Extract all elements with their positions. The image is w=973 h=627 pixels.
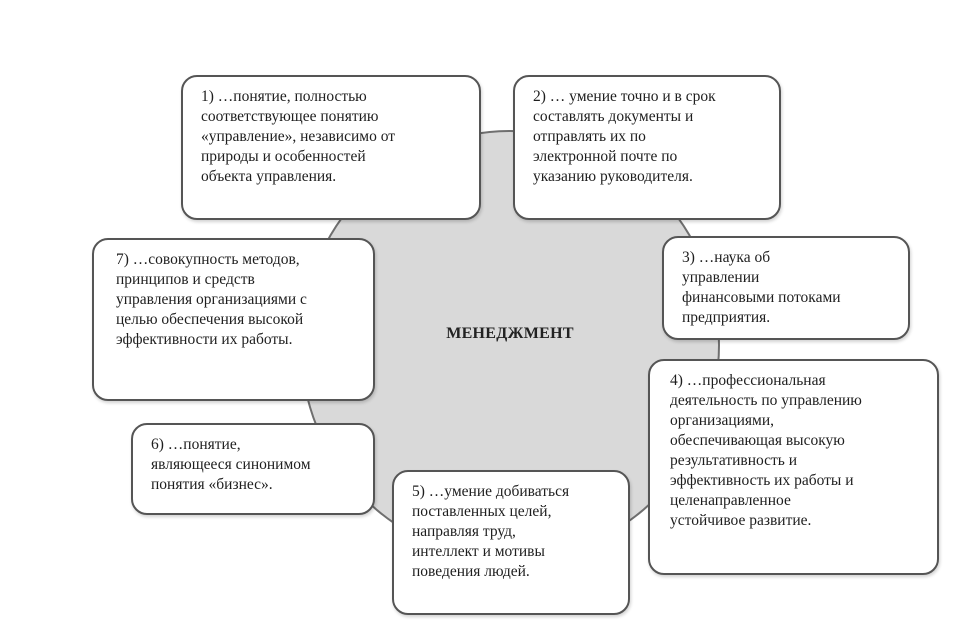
box-line: интеллект и мотивы <box>412 543 545 560</box>
box-line: управления организациями с <box>116 291 307 308</box>
definition-box-2 <box>513 75 781 220</box>
box-line: электронной почте по <box>533 148 678 165</box>
box-line: поставленных целей, <box>412 503 552 520</box>
box-line: 6) …понятие, <box>151 436 241 453</box>
box-line: целенаправленное <box>670 492 791 509</box>
box-line: указанию руководителя. <box>533 168 693 185</box>
box-line: эффективности их работы. <box>116 331 293 348</box>
box-line: результативность и <box>670 452 798 469</box>
box-line: соответствующее понятию <box>201 108 379 125</box>
definition-box-1 <box>181 75 481 220</box>
box-line: «управление», независимо от <box>201 128 396 145</box>
center-label: МЕНЕДЖМЕНТ <box>446 325 574 342</box>
box-line: обеспечивающая высокую <box>670 432 845 449</box>
box-line: 7) …совокупность методов, <box>116 251 300 268</box>
box-line: объекта управления. <box>201 168 337 185</box>
box-line: направляя труд, <box>412 523 516 540</box>
box-line: 1) …понятие, полностью <box>201 88 367 105</box>
box-line: 5) …умение добиваться <box>412 483 570 500</box>
definition-box-6 <box>131 423 375 515</box>
definition-box-4 <box>648 359 939 575</box>
definition-box-7 <box>92 238 375 401</box>
box-line: природы и особенностей <box>201 148 366 165</box>
box-line: являющееся синонимом <box>151 456 311 473</box>
box-line: принципов и средств <box>116 271 255 288</box>
box-line: организациями, <box>670 412 775 429</box>
box-line: поведения людей. <box>412 563 530 580</box>
definition-box-5 <box>392 470 630 615</box>
box-line: 3) …наука об <box>682 249 771 266</box>
definition-box-3 <box>662 236 910 340</box>
box-line: финансовыми потоками <box>682 289 841 306</box>
box-line: понятия «бизнес». <box>151 476 273 493</box>
box-line: составлять документы и <box>533 108 694 125</box>
box-line: устойчивое развитие. <box>670 512 812 529</box>
box-line: целью обеспечения высокой <box>116 311 304 328</box>
box-line: деятельность по управлению <box>670 392 862 409</box>
box-line: предприятия. <box>682 309 771 326</box>
box-line: 4) …профессиональная <box>670 372 826 389</box>
box-line: 2) … умение точно и в срок <box>533 88 716 105</box>
box-line: управлении <box>682 269 760 286</box>
box-line: эффективность их работы и <box>670 472 854 489</box>
box-line: отправлять их по <box>533 128 646 145</box>
